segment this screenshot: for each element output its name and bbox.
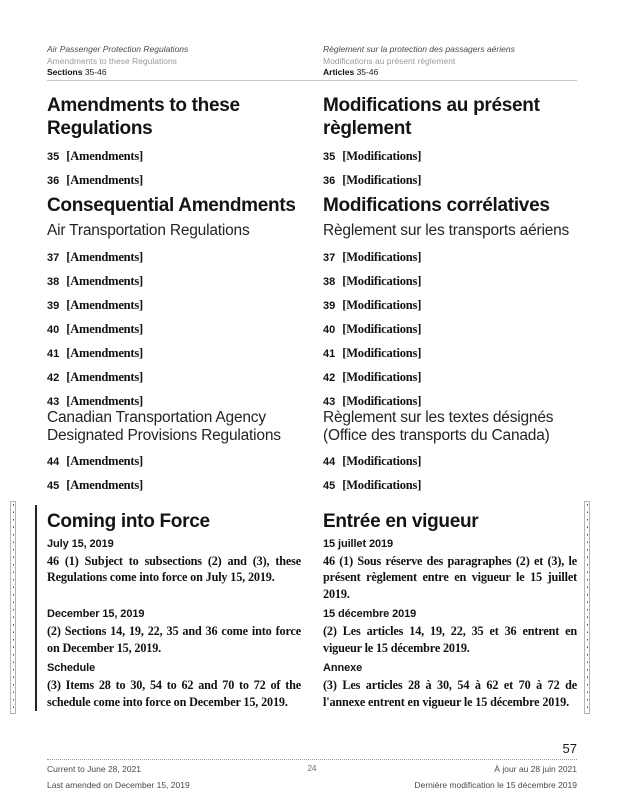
footer-current-line (47, 764, 577, 774)
section-number: 42 (323, 371, 336, 384)
section-number: 43 (47, 395, 60, 408)
section-label: [Amendments] (66, 477, 144, 492)
sections-range-fr (323, 67, 577, 78)
marginal-note: Schedule (47, 662, 96, 674)
toc-item (323, 344, 577, 358)
section-label: [Amendments] (66, 297, 144, 312)
section-number: 39 (47, 299, 60, 312)
section-number: 45 (323, 479, 336, 492)
section-label: [Amendments] (66, 393, 144, 408)
provision-text: (3) Items 28 to 30, 54 to 62 and 70 to 72 of the schedule come into force on December 15, 2019. (47, 678, 301, 709)
toc-item (47, 272, 301, 286)
footer-amended-line (47, 780, 577, 790)
marginal-note: 15 juillet 2019 (323, 537, 394, 550)
footer-current-to-fr: À jour au 28 juin 2021 (494, 764, 577, 774)
marginal-note: December 15, 2019 (47, 608, 145, 620)
band-item-38 (47, 272, 577, 286)
provision-text: (3) Les articles 28 à 30, 54 à 62 et 70 à 72 de l'annexe entrent en vigueur le 15 décembre 2019. (323, 678, 577, 709)
section-number: 41 (47, 347, 60, 360)
toc-item (323, 296, 577, 310)
regulation-subtitle-fr: Modifications au présent règlement (323, 55, 456, 66)
section-number: 45 (47, 479, 60, 492)
section-number: 36 (323, 174, 336, 187)
cif-block (323, 538, 577, 603)
running-header-fr (323, 44, 577, 78)
toc-item (323, 368, 577, 382)
section-number: 40 (47, 323, 60, 336)
band-item-37 (47, 248, 577, 262)
section-label: [Amendments] (66, 249, 144, 264)
section-label: [Modifications] (342, 453, 422, 468)
toc-item (323, 147, 577, 161)
change-indicator-right (584, 501, 590, 714)
heading-amendments-en: Amendments to these Regulations (47, 94, 240, 139)
section-label: [Modifications] (342, 345, 422, 360)
section-number: 42 (47, 371, 60, 384)
toc-item (47, 344, 301, 358)
section-label: [Amendments] (66, 273, 144, 288)
band-item-40 (47, 320, 577, 334)
sections-range-value-fr: 35-46 (356, 67, 379, 77)
section-number: 37 (323, 251, 336, 264)
cif-block (323, 662, 577, 710)
regulation-title-fr: Règlement sur la protection des passagers aériens (323, 44, 515, 54)
section-label: [Amendments] (66, 369, 144, 384)
toc-item (323, 476, 577, 490)
heading-correlatives-fr: Modifications corrélatives (323, 194, 550, 216)
page-number: 57 (562, 741, 577, 756)
subheading-reglement-transports-aeriens: Règlement sur les transports aériens (323, 221, 570, 239)
toc-item (323, 171, 577, 185)
section-label: [Amendments] (66, 172, 144, 187)
toc-item (47, 248, 301, 262)
band-item-45 (47, 476, 577, 490)
section-number: 38 (323, 275, 336, 288)
heading-modifications-fr: Modifications au présent règlement (323, 94, 540, 139)
section-label: [Modifications] (342, 393, 422, 408)
section-label: [Modifications] (342, 369, 422, 384)
band-sub1-title (47, 222, 577, 240)
band-item-36 (47, 171, 577, 185)
section-number: 41 (323, 347, 336, 360)
band-item-42 (47, 368, 577, 382)
cif-block (47, 662, 301, 710)
section-label: [Amendments] (66, 453, 144, 468)
section-number: 43 (323, 395, 336, 408)
toc-item (47, 296, 301, 310)
sections-range-label-fr: Articles (323, 67, 355, 77)
marginal-note: 15 décembre 2019 (323, 608, 417, 620)
section-number: 37 (47, 251, 60, 264)
section-number: 36 (47, 174, 60, 187)
regulation-title-en: Air Passenger Protection Regulations (47, 44, 189, 54)
band-cif-46-2 (47, 608, 577, 656)
page-footer (47, 741, 577, 790)
section-label: [Amendments] (66, 148, 144, 163)
sections-range-value-en: 35-46 (84, 67, 107, 77)
toc-item (47, 392, 301, 406)
section-number: 35 (47, 150, 60, 163)
toc-item (47, 171, 301, 185)
change-bar (35, 505, 37, 711)
section-number: 35 (323, 150, 336, 163)
footer-last-amended-fr: Dernière modification le 15 décembre 2019 (414, 780, 577, 790)
band-item-43 (47, 392, 577, 406)
toc-item (323, 452, 577, 466)
subheading-cta-designated-provisions-en: Canadian Transportation Agency Designated Provisions Regulations (47, 408, 281, 444)
subheading-textes-designes-fr: Règlement sur les textes désignés (Office des transports du Canada) (323, 408, 554, 444)
section-label: [Amendments] (66, 321, 144, 336)
section-label: [Modifications] (342, 273, 422, 288)
heading-entree-en-vigueur-fr: Entrée en vigueur (323, 510, 479, 532)
band-part2-heading (47, 194, 577, 217)
toc-item (47, 368, 301, 382)
toc-item (47, 147, 301, 161)
band-cif-46-3 (47, 662, 577, 710)
sections-range-en (47, 67, 301, 78)
regulation-subtitle-en: Amendments to these Regulations (47, 55, 177, 66)
section-label: [Modifications] (342, 172, 422, 187)
footer-last-amended-en: Last amended on December 15, 2019 (47, 780, 190, 790)
section-label: [Modifications] (342, 297, 422, 312)
cif-block (323, 608, 577, 656)
header-rule (47, 80, 577, 81)
cif-block (47, 538, 301, 603)
section-number: 44 (47, 455, 60, 468)
band-item-44 (47, 452, 577, 466)
toc-item (323, 272, 577, 286)
band-part1-heading (47, 94, 577, 140)
section-label: [Amendments] (66, 345, 144, 360)
section-label: [Modifications] (342, 148, 422, 163)
footer-rule (47, 759, 577, 760)
running-header-en (47, 44, 301, 78)
footer-current-to-en: Current to June 28, 2021 (47, 764, 142, 774)
band-sub2-title (47, 409, 577, 445)
section-number: 40 (323, 323, 336, 336)
provision-text: 46 (1) Subject to subsections (2) and (3), these Regulations come into force on July 15, 2019. (47, 553, 301, 584)
section-label: [Modifications] (342, 477, 422, 492)
section-label: [Modifications] (342, 321, 422, 336)
band-item-35 (47, 147, 577, 161)
toc-item (323, 392, 577, 406)
change-indicator-left (10, 501, 16, 714)
subheading-air-transportation-regulations: Air Transportation Regulations (47, 221, 250, 239)
toc-item (47, 452, 301, 466)
band-cif-heading (47, 510, 577, 533)
sheet-number: 24 (307, 764, 317, 773)
section-number: 44 (323, 455, 336, 468)
band-item-41 (47, 344, 577, 358)
running-header (47, 44, 577, 78)
heading-coming-into-force-en: Coming into Force (47, 510, 210, 532)
sections-range-label-en: Sections (47, 67, 83, 77)
band-item-39 (47, 296, 577, 310)
provision-text: (2) Sections 14, 19, 22, 35 and 36 come into force on December 15, 2019. (47, 624, 301, 655)
heading-consequential-en: Consequential Amendments (47, 194, 296, 216)
band-cif-46-1 (47, 538, 577, 603)
toc-item (323, 320, 577, 334)
marginal-note: July 15, 2019 (47, 537, 114, 550)
toc-item (47, 476, 301, 490)
marginal-note: Annexe (323, 662, 363, 674)
toc-item (323, 248, 577, 262)
toc-item (47, 320, 301, 334)
provision-text: 46 (1) Sous réserve des paragraphes (2) et (3), le présent règlement entre en vigueur le 15 juillet 2019. (323, 553, 577, 601)
cif-block (47, 608, 301, 656)
provision-text: (2) Les articles 14, 19, 22, 35 et 36 entrent en vigueur le 15 décembre 2019. (323, 624, 577, 655)
section-number: 38 (47, 275, 60, 288)
section-label: [Modifications] (342, 249, 422, 264)
section-number: 39 (323, 299, 336, 312)
